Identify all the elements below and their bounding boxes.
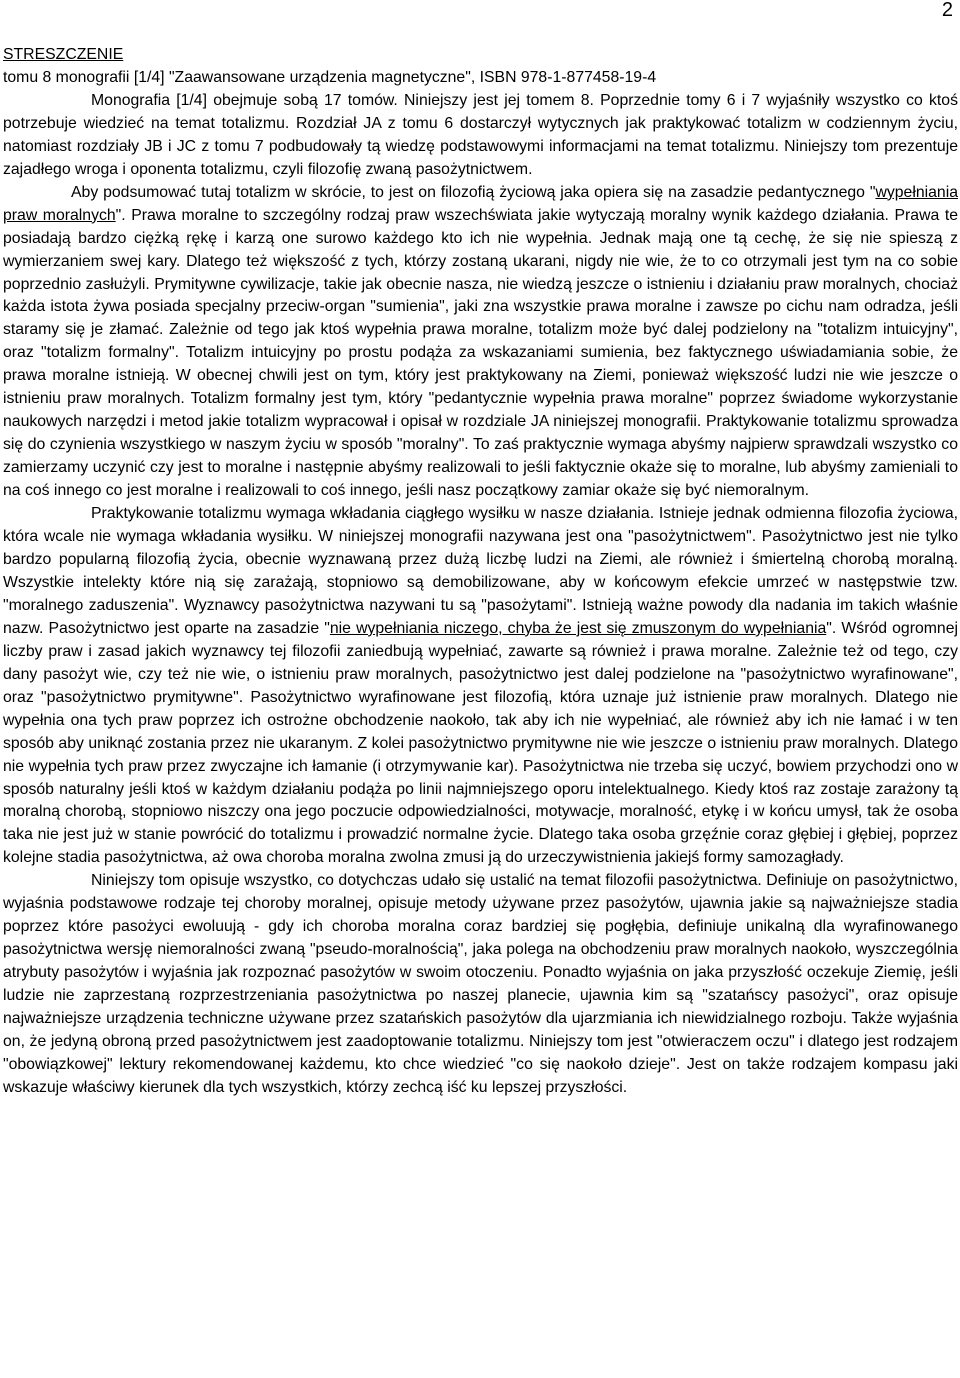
paragraph-1: Monografia [1/4] obejmuje sobą 17 tomów. Niniejszy jest jej tomem 8. Poprzednie tomy 6 i 7 wyjaśniły wszystko co ktoś potrzebuje wiedzieć na temat totalizmu. Rozdział JA z tomu 6 dostarczył wytycznych jak praktykować totalizm w codziennym życiu, natomiast rozdziały JB i JC z tomu 7 podbudowały tą wiedzę podstawowymi informacjami na temat totalizmu. Niniejszy tom prezentuje zajadłego wroga i oponenta totalizmu, czyli filozofię zwaną pasożytnictwem. xyxy=(3,91,958,178)
document-body xyxy=(3,44,958,1100)
paragraph-2-text-b: ". Prawa moralne to szczególny rodzaj praw wszechświata jakie wytyczają moralny wynik każdego działania. Prawa te posiadają bardzo ciężką rękę i karzą one surowo każdego kto ich nie wypełnia. Jednak mają one tą cechę, że się nie spieszą z wymierzaniem swej kary. Dlatego też większość z tych, którzy zostaną ukarani, nigdy nie wie, że to co otrzymali jest tym na co sobie poprzednio zasłużyli. Prymitywne cywilizacje, takie jak obecnie nasza, nie wiedzą jeszcze o istnieniu i działaniu praw moralnych, chociaż każda istota żywa posiada specjalny przeciw-organ "sumienia", jaki zna wszystkie prawa moralne i zawsze po cichu nam odradza, jeśli staramy się je złamać. Zależnie od tego jak ktoś wypełnia prawa moralne, totalizm może być dalej podzielony na "totalizm intuicyjny", oraz "totalizm formalny". Totalizm intuicyjny po prostu podąża za wskazaniami sumienia, bez faktycznego uświadamiania sobie, że prawa moralne istnieją. W obecnej chwili jest on tym, który jest praktykowany na Ziemi, ponieważ większość ludzi nie wie jeszcze o istnieniu praw moralnych. Totalizm formalny jest tym, który "pedantycznie wypełnia prawa moralne" poprzez świadome wykorzystanie naukowych narzędzi i metod jakie totalizm wypracował i opisał w rozdziale JA niniejszej monografii. Praktykowanie totalizmu sprowadza się do czynienia wszystkiego w naszym życiu w sposób "moralny". To zaś praktycznie wymaga abyśmy najpierw sprawdzali wszystko co zamierzamy uczynić czy jest to moralne i następnie abyśmy realizowali to jeśli faktycznie okaże się to moralne, lub abyśmy zamieniali to na coś innego co jest moralne i realizowali to coś innego, jeśli nasz początkowy zamiar okaże się być niemoralnym. xyxy=(3,206,958,500)
subtitle: tomu 8 monografii [1/4] "Zaawansowane urządzenia magnetyczne", ISBN 978-1-877458-19-4 xyxy=(3,68,657,86)
page-title: STRESZCZENIE xyxy=(3,46,124,63)
underlined-phrase: nie wypełniania niczego, chyba że jest się zmuszonym do wypełniania xyxy=(329,619,827,637)
paragraph-2-text-a: Aby podsumować tutaj totalizm w skrócie, to jest on filozofią życiową jaka opiera się na zasadzie pedantycznego " xyxy=(71,183,876,201)
paragraph-2 xyxy=(3,182,958,503)
paragraph-4: Niniejszy tom opisuje wszystko, co dotychczas udało się ustalić na temat filozofii pasożytnictwa. Definiuje on pasożytnictwo, wyjaśnia podstawowe rodzaje tej choroby moralnej, opisuje metody używane przez pasożytów, ujawnia jakie są najważniejsze stadia poprzez które pasożyci ewoluują - gdy ich choroba moralna coraz bardziej się pogłębia, definiuje unikalną dla wyrafinowanego pasożytnictwa wersję niemoralności zwaną "pseudo-moralnością", jaka polega na obchodzeniu praw moralnych naokoło, wyszczególnia atrybuty pasożytów i wyjaśnia jak rozpoznać pasożytów w swoim otoczeniu. Ponadto wyjaśnia on jaka przyszłość oczekuje Ziemię, jeśli ludzie nie zaprzestaną rozprzestrzeniania pasożytnictwa po naszej planecie, ujawnia kim są "szatańscy pasożyci", oraz opisuje najważniejsze urządzenia techniczne używane przez szatańskich pasożytów dla ujarzmiania ich niewidzialnego rozboju. Także wyjaśnia on, że jedyną obroną przed pasożytnictwem jest zaadoptowanie totalizmu. Niniejszy tom jest "otwieraczem oczu" i dlatego jest rodzajem "obowiązkowej" lektury rekomendowanej każdemu, kto chce wiedzieć "co się naokoło dzieje". Jest on także rodzajem kompasu jaki wskazuje właściwy kierunek dla tych wszystkich, którzy zechcą iść ku lepszej przyszłości. xyxy=(3,872,958,1096)
page-number: 2 xyxy=(941,0,953,21)
paragraph-3 xyxy=(3,503,958,870)
underlined-phrase: wypełniania praw moralnych xyxy=(3,183,958,224)
paragraph-3-text-b: ". Wśród ogromnej liczby praw i zasad jakich wyznawcy tej filozofii zaniedbują wypełniać, zawarte są również i prawa moralne. Zależnie też od tego, czy dany pasożyt wie, czy też nie wie, o istnieniu praw moralnych, pasożytnictwo jest dalej podzielone na "pasożytnictwo wyrafinowane", oraz "pasożytnictwo prymitywne". Pasożytnictwo wyrafinowane jest filozofią, która uznaje już istnienie praw moralnych. Dlatego nie wypełnia ona tych praw poprzez ich ostrożne obchodzenie naokoło, tak aby ich nie wypełniać, ale również aby ich nie łamać i w ten sposób aby uniknąć zostania przez nie ukaranym. Z kolei pasożytnictwo prymitywne nie wie jeszcze o istnieniu praw moralnych. Dlatego nie wypełnia tych praw przez zwyczajne ich łamanie (i otrzymywanie kar). Pasożytnictwa nie trzeba się uczyć, bowiem przychodzi ono w sposób naturalny jeśli ktoś w każdym działaniu podąża po linii najmniejszego oporu intelektualnego. Kiedy ktoś raz zostaje zarażony tą moralną chorobą, stopniowo niszczy ona jego poczucie odpowiedzialności, motywacje, moralność, etykę i w końcu umysł, tak że osoba taka nie jest już w stanie powrócić do totalizmu i prowadzić normalne życie. Dlatego taka osoba grzęźnie coraz głębiej i głębiej, poprzez kolejne stadia pasożytnictwa, aż owa choroba moralna zwolna zmusi ją do urzeczywistnienia jakiejś formy samozagłady. xyxy=(3,619,958,867)
paragraph-3-text-a: Praktykowanie totalizmu wymaga wkładania ciągłego wysiłku w nasze działania. Istnieje jednak odmienna filozofia życiowa, która wcale nie wymaga wkładania wysiłku. W niniejszej monografii nazywana jest ona "pasożytnictwem". Pasożytnictwo jest nie tylko bardzo popularną filozofią życia, obecnie wyznawaną przez dużą liczbę ludzi na Ziemi, ale również i śmiertelną chorobą moralną. Wszystkie intelekty które nią się zarażają, stopniowo są demobilizowane, aby w końcowym efekcie umrzeć w następstwie tzw. "moralnego zaduszenia". Wyznawcy pasożytnictwa nazywani tu są "pasożytami". Istnieją ważne powody dla nadania im takich właśnie nazw. Pasożytnictwo jest oparte na zasadzie " xyxy=(3,505,958,637)
